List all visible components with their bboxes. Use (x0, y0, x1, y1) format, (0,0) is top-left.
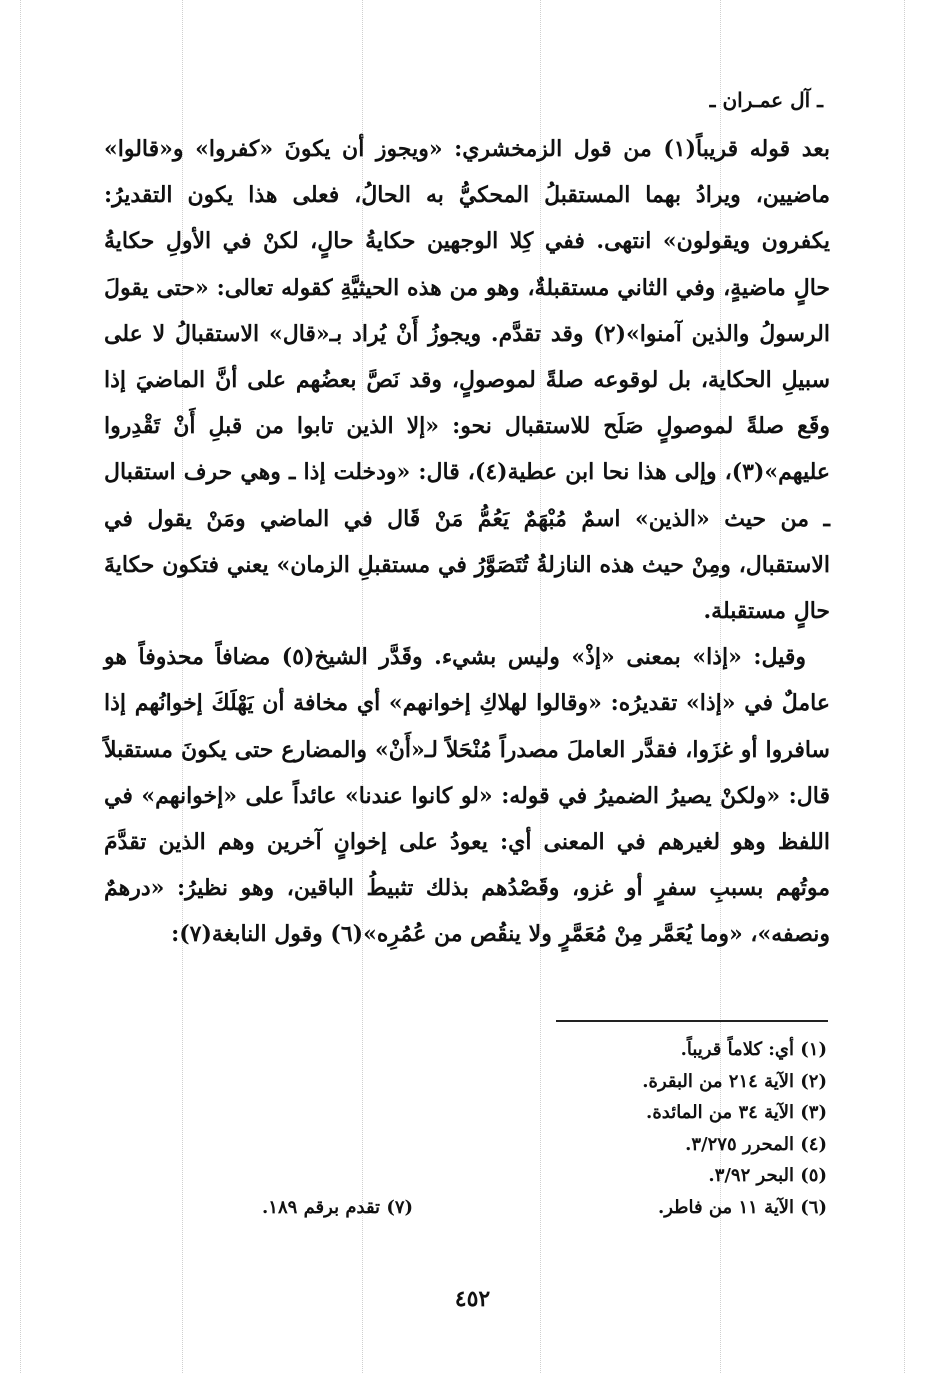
scan-guide-line (904, 0, 905, 1373)
page-number: ٤٥٢ (454, 1286, 491, 1312)
footnote: (٦) الآية ١١ من فاطر. (657, 1196, 827, 1218)
footnote: (٢) الآية ٢١٤ من البقرة. (642, 1070, 827, 1092)
scan-guide-line (20, 0, 21, 1373)
footnote: (٧) تقدم برقم ١٨٩. (262, 1197, 414, 1218)
main-text (104, 126, 830, 958)
footnotes (507, 1034, 827, 1223)
footnote: (٤) المحرر ٣/٢٧٥. (685, 1133, 827, 1155)
footnote: (١) أي: كلاماً قريباً. (680, 1039, 827, 1060)
paragraph: بعد قوله قريباً(١) من قول الزمخشري: «ويجوز أن يكونَ «كفروا» و«قالوا» ماضيين، ويرادُ بهما المستقبلُ المحكيُّ به الحالُ، فعلى هذا يكون التقديرُ: يكفرون ويقولون» انتهى. ففي كِلا الوجهين حكايةُ حالٍ، لكنْ في الأولِ حكايةُ حالٍ ماضيةٍ، وفي الثاني مستقبلةٌ، وهو من هذه الحيثيَّةِ كقوله تعالى: «حتى يقولَ الرسولُ والذين آمنوا»(٢) وقد تقدَّم. ويجوزُ أَنْ يُراد بـ«قال» الاستقبالُ لا على سبيلِ الحكاية، بل لوقوعه صلةً لموصولٍ، وقد نَصَّ بعضُهم على أنَّ الماضيَ إذا وقَع صلةً لموصولٍ صَلَح للاستقبال نحو: «إلا الذين تابوا من قبلِ أَنْ تَقْدِروا عليهم»(٣)، وإلى هذا نحا ابن عطية(٤)، قال: «ودخلت إذا ـ وهي حرف استقبال ـ من حيث «الذين» اسمٌ مُبْهَمٌ يَعُمُّ مَنْ قَال في الماضي ومَنْ يقول في الاستقبال، ومِنْ حيث هذه النازلةُ تُتَصَوَّرُ في مستقبلِ الزمان» يعني فتكون حكايةَ حالٍ مستقبلة. (104, 136, 830, 625)
footnote: (٣) الآية ٣٤ من المائدة. (646, 1102, 827, 1123)
footnote-separator (556, 1020, 828, 1022)
footnote: (٥) البحر ٣/٩٢. (708, 1165, 827, 1186)
paragraph: وقيل: «إذا» بمعنى «إذْ» وليس بشيء. وقَدَّر الشيخ(٥) مضافاً محذوفاً هو عاملٌ في «إذا» تقديرُه: «وقالوا لهلاكِ إخوانهم» أي مخافة أن يَهْلَكَ إخوانُهم إذا سافروا أو غزَوا، فقدَّر العاملَ مصدراً مُنْحَلاً لـ«أَنْ» والمضارع حتى يكونَ مستقبلاً قال: «ولكنْ يصيرُ الضميرُ في قوله: «لو كانوا عندنا» عائداً على «إخوانهم» في اللفظ وهو لغيرهم في المعنى أي: يعودُ على إخوانٍ آخرين وهم الذين تقدَّمَ موتُهم بسببِ سفرٍ أو غزو، وقَصْدُهم بذلك تثبيطُ الباقين، وهو نظيرُ: «درهمٌ ونصفه»، «وما يُعَمَّر مِنْ مُعَمَّرٍ ولا ينقُص من عُمُرِه»(٦) وقول النابغة(٧): (104, 644, 830, 948)
running-header: ـ آل عمـران ـ (709, 88, 823, 112)
